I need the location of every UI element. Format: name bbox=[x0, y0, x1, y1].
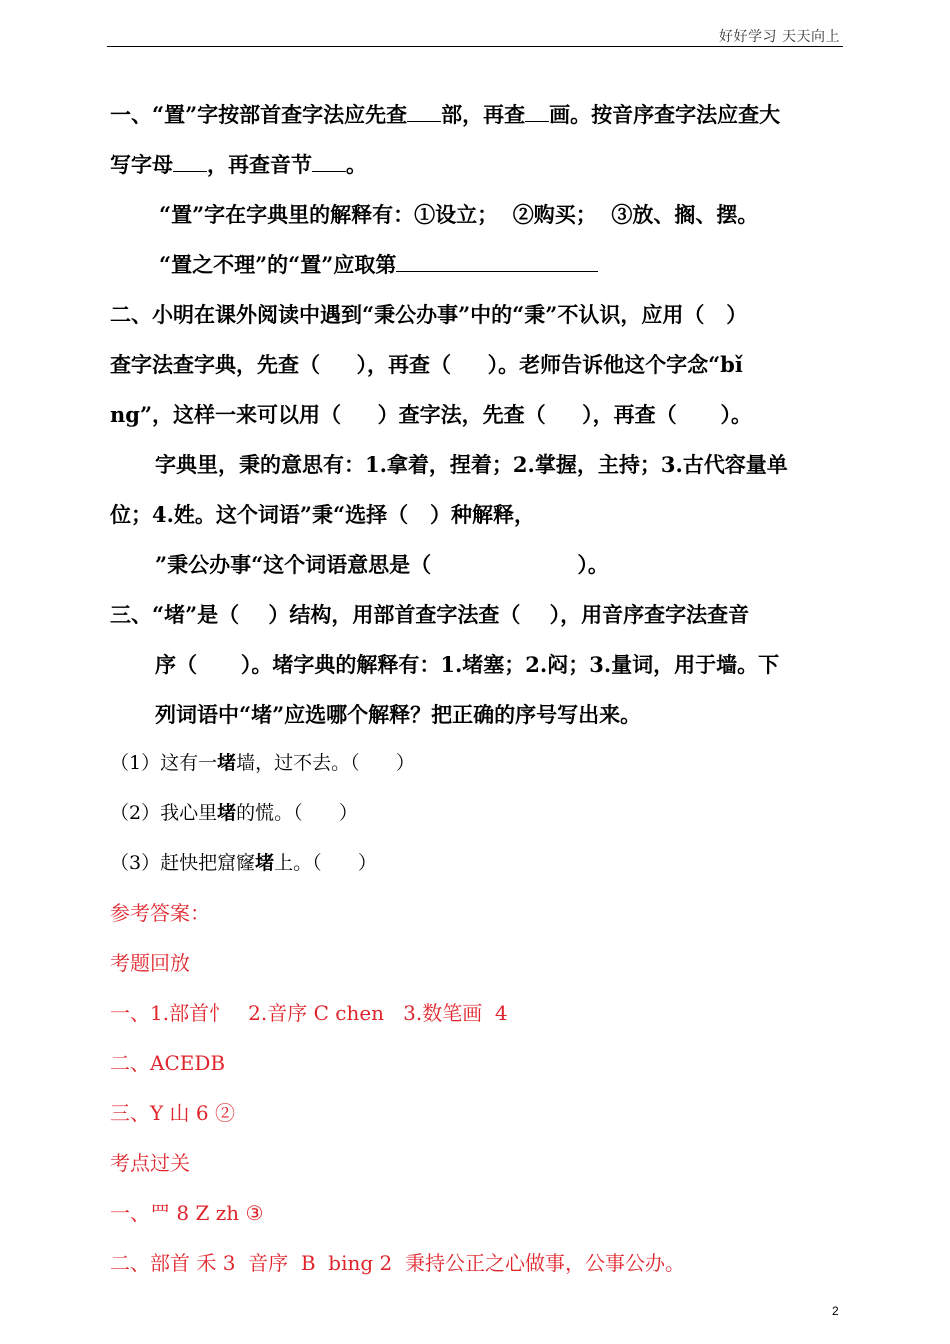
answers-section-1: 考题回放 bbox=[110, 951, 190, 975]
q2-line3: ng”，这样一来可以用（ ）查字法，先查（ ），再查（ ）。 bbox=[110, 402, 753, 427]
q3-item-1-post: 墙，过不去。（ ） bbox=[236, 752, 415, 774]
q1-line2 bbox=[110, 151, 367, 179]
q1-text-g: “置之不理”的“置”应取第 bbox=[159, 252, 397, 277]
q1-blank-meaning bbox=[396, 251, 598, 272]
page-number: 2 bbox=[832, 1304, 839, 1318]
q3-item-2-post: 的慌。（ ） bbox=[236, 802, 358, 824]
q3-item-3-post: 上。（ ） bbox=[274, 852, 377, 874]
q3-item-1 bbox=[110, 749, 415, 777]
answer-b1: 一、罒 8 Z zh ③ bbox=[110, 1201, 264, 1225]
answer-2: 二、ACEDB bbox=[110, 1051, 226, 1075]
q3-item-3-pre: （3）赶快把窟窿 bbox=[110, 852, 256, 874]
q1-text-d: 写字母 bbox=[110, 152, 173, 177]
q1-text-c: 画。按音序查字法应查大 bbox=[549, 102, 781, 127]
q3-line2: 序（ ）。堵字典的解释有：1.堵塞；2.闷；3.量词，用于墙。下 bbox=[155, 652, 780, 677]
q3-line1: 三、“堵”是（ ）结构，用部首查字法查（ ），用音序查字法查音 bbox=[110, 602, 750, 627]
answers-title: 参考答案： bbox=[110, 901, 210, 925]
q3-item-3 bbox=[110, 849, 377, 877]
q3-item-3-key: 堵 bbox=[255, 852, 275, 874]
q2-line4: 字典里，秉的意思有：1.拿着，捏着；2.掌握，主持；3.古代容量单 bbox=[155, 452, 788, 477]
q3-item-1-pre: （1）这有一 bbox=[110, 752, 218, 774]
q1-text-f: 。 bbox=[346, 152, 367, 177]
q1-blank-syllable bbox=[312, 151, 346, 172]
q1-blank-radical bbox=[407, 101, 441, 122]
answer-1: 一、1.部首忄 2.音序 C chen 3.数笔画 4 bbox=[110, 1001, 508, 1025]
q2-line1: 二、小明在课外阅读中遇到“秉公办事”中的“秉”不认识，应用（ ） bbox=[110, 302, 748, 327]
q3-item-2-pre: （2）我心里 bbox=[110, 802, 218, 824]
q1-text-e: ，再查音节 bbox=[207, 152, 312, 177]
q2-line2: 查字法查字典，先查（ ），再查（ ）。老师告诉他这个字念“bǐ bbox=[110, 352, 743, 377]
q3-item-1-key: 堵 bbox=[217, 752, 237, 774]
header-divider bbox=[107, 46, 843, 47]
q1-line3: “置”字在字典里的解释有：①设立； ②购买； ③放、搁、摆。 bbox=[159, 202, 759, 227]
q1-line4 bbox=[159, 251, 598, 279]
q1-text-b: 部，再查 bbox=[441, 102, 526, 127]
q3-item-2-key: 堵 bbox=[217, 802, 237, 824]
q1-line1 bbox=[110, 101, 780, 129]
answer-3: 三、Y 山 6 ② bbox=[110, 1101, 235, 1125]
answers-section-2: 考点过关 bbox=[110, 1151, 190, 1175]
q1-blank-strokes bbox=[525, 101, 549, 122]
q3-item-2 bbox=[110, 799, 358, 827]
page-header: 好好学习 天天向上 bbox=[719, 29, 840, 45]
answer-b2: 二、部首 禾 3 音序 B bing 2 秉持公正之心做事，公事公办。 bbox=[110, 1251, 685, 1275]
q2-line6: ”秉公办事“这个词语意思是（ ）。 bbox=[155, 552, 609, 577]
q3-line3: 列词语中“堵”应选哪个解释？把正确的序号写出来。 bbox=[155, 702, 642, 727]
q1-text-a: 一、“置”字按部首查字法应先查 bbox=[110, 102, 408, 127]
q2-line5: 位；4.姓。这个词语”秉“选择（ ）种解释， bbox=[110, 502, 536, 527]
q1-blank-letter bbox=[173, 151, 207, 172]
